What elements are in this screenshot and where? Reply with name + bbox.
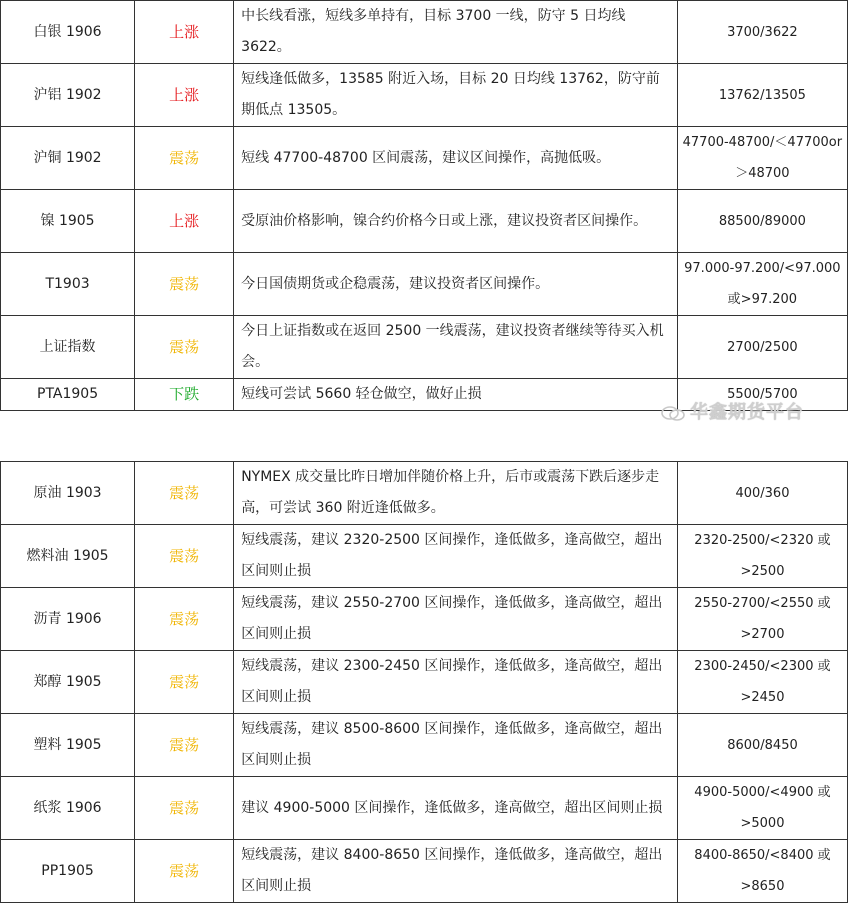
advice-text: 短线逢低做多，13585 附近入场，目标 20 日均线 13762，防守前期低点 13505。 (234, 64, 678, 127)
trend-label: 震荡 (135, 316, 234, 379)
futures-table-1 (0, 0, 848, 411)
table-row (1, 1, 848, 64)
table-row (1, 190, 848, 253)
table-row (1, 316, 848, 379)
price-levels: 13762/13505 (677, 64, 847, 127)
instrument-name: T1903 (1, 253, 135, 316)
table-row (1, 588, 848, 651)
instrument-name: 郑醇 1905 (1, 651, 135, 714)
trend-label: 上涨 (135, 190, 234, 253)
table-row (1, 714, 848, 777)
instrument-name: 沥青 1906 (1, 588, 135, 651)
price-levels: 8600/8450 (677, 714, 847, 777)
instrument-name: 白银 1906 (1, 1, 135, 64)
price-levels: 2320-2500/<2320 或>2500 (677, 525, 847, 588)
watermark (660, 398, 804, 424)
trend-label: 上涨 (135, 64, 234, 127)
trend-label: 下跌 (135, 379, 234, 411)
advice-text: 受原油价格影响，镍合约价格今日或上涨，建议投资者区间操作。 (234, 190, 678, 253)
trend-label: 震荡 (135, 253, 234, 316)
instrument-name: 塑料 1905 (1, 714, 135, 777)
advice-text: 短线震荡，建议 2300-2450 区间操作，逢低做多，逢高做空，超出区间则止损 (234, 651, 678, 714)
table-row (1, 525, 848, 588)
table-row (1, 651, 848, 714)
price-levels: 4900-5000/<4900 或>5000 (677, 777, 847, 840)
advice-text: 短线震荡，建议 8400-8650 区间操作，逢低做多，逢高做空，超出区间则止损 (234, 840, 678, 903)
trend-label: 震荡 (135, 777, 234, 840)
advice-text: 建议 4900-5000 区间操作，逢低做多，逢高做空，超出区间则止损 (234, 777, 678, 840)
instrument-name: 沪铜 1902 (1, 127, 135, 190)
instrument-name: 镍 1905 (1, 190, 135, 253)
table-row (1, 462, 848, 525)
price-levels: 3700/3622 (677, 1, 847, 64)
instrument-name: 燃料油 1905 (1, 525, 135, 588)
price-levels: 2700/2500 (677, 316, 847, 379)
instrument-name: 上证指数 (1, 316, 135, 379)
table-row (1, 777, 848, 840)
table-row (1, 64, 848, 127)
trend-label: 震荡 (135, 651, 234, 714)
trend-label: 震荡 (135, 840, 234, 903)
advice-text: 短线震荡，建议 2550-2700 区间操作，逢低做多，逢高做空，超出区间则止损 (234, 588, 678, 651)
advice-text: 短线可尝试 5660 轻仓做空，做好止损 (234, 379, 678, 411)
trend-label: 震荡 (135, 714, 234, 777)
instrument-name: PP1905 (1, 840, 135, 903)
table-row (1, 253, 848, 316)
price-levels: 8400-8650/<8400 或>8650 (677, 840, 847, 903)
trend-label: 震荡 (135, 127, 234, 190)
advice-text: 中长线看涨，短线多单持有，目标 3700 一线，防守 5 日均线 3622。 (234, 1, 678, 64)
instrument-name: 原油 1903 (1, 462, 135, 525)
instrument-name: 纸浆 1906 (1, 777, 135, 840)
advice-text: 今日国债期货或企稳震荡，建议投资者区间操作。 (234, 253, 678, 316)
price-levels: 97.000-97.200/<97.000 或>97.200 (677, 253, 847, 316)
price-levels: 2300-2450/<2300 或>2450 (677, 651, 847, 714)
table-row (1, 840, 848, 903)
price-levels: 2550-2700/<2550 或>2700 (677, 588, 847, 651)
instrument-name: PTA1905 (1, 379, 135, 411)
price-levels: 88500/89000 (677, 190, 847, 253)
advice-text: 短线震荡，建议 8500-8600 区间操作，逢低做多，逢高做空，超出区间则止损 (234, 714, 678, 777)
watermark-text: 华鑫期货平台 (690, 402, 804, 423)
instrument-name: 沪铝 1902 (1, 64, 135, 127)
trend-label: 震荡 (135, 462, 234, 525)
price-levels: 400/360 (677, 462, 847, 525)
advice-text: NYMEX 成交量比昨日增加伴随价格上升，后市或震荡下跌后逐步走高，可尝试 360 附近逢低做多。 (234, 462, 678, 525)
price-levels: 5500/5700 (677, 379, 847, 411)
advice-text: 今日上证指数或在返回 2500 一线震荡，建议投资者继续等待买入机会。 (234, 316, 678, 379)
trend-label: 震荡 (135, 525, 234, 588)
advice-text: 短线震荡，建议 2320-2500 区间操作，逢低做多，逢高做空，超出区间则止损 (234, 525, 678, 588)
futures-table-2 (0, 461, 848, 903)
wechat-icon (660, 405, 686, 421)
advice-text: 短线 47700-48700 区间震荡，建议区间操作，高抛低吸。 (234, 127, 678, 190)
trend-label: 震荡 (135, 588, 234, 651)
trend-label: 上涨 (135, 1, 234, 64)
price-levels: 47700-48700/＜47700or＞48700 (677, 127, 847, 190)
table-row (1, 127, 848, 190)
